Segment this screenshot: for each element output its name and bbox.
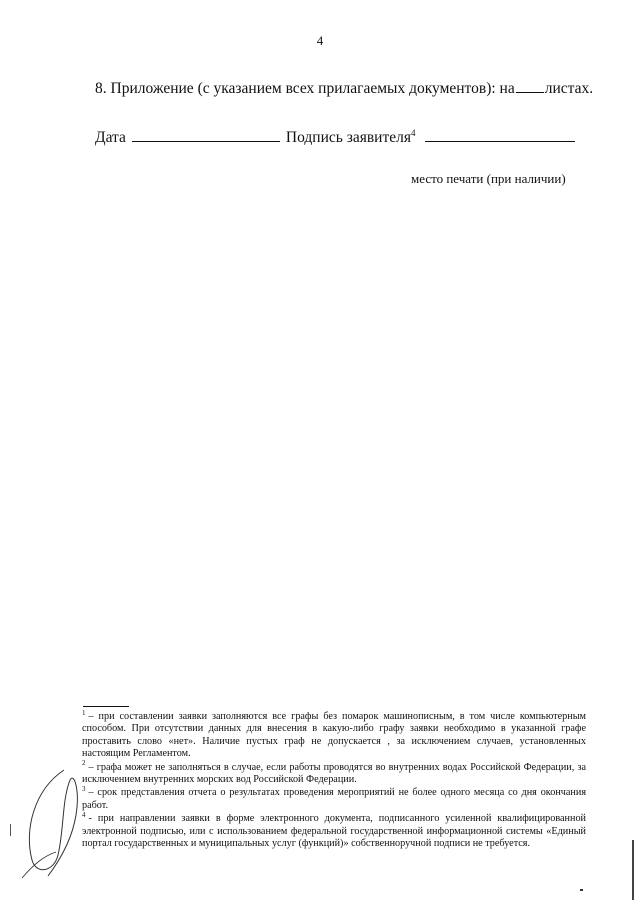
footnote-text: – графа может не заполняться в случае, если работы проводятся во внутренних водах Российской Федерации, за исключением внутренних морских вод Российской Федерации. (82, 761, 586, 786)
date-label: Дата (95, 129, 126, 146)
footnote-text: – при составлении заявки заполняются все графы без помарок машинописным, в том числе компьютерным способом. При отсутствии данных для внесения в какую-либо графу заявки необходимо в указанной графе проставить слово «нет». Наличие пустых граф не допускается , за исключением случаев, установленных настоящим Регламентом. (82, 711, 586, 760)
attachments-item-suffix: листах. (544, 80, 594, 97)
stamp-place-note: место печати (при наличии) (411, 171, 566, 186)
date-signature-row (95, 129, 595, 147)
date-blank (132, 141, 280, 142)
footnote-text: – срок представления отчета о результатах проведения мероприятий не более одного месяца со дня окончания работ. (82, 787, 586, 811)
footnote-separator (83, 706, 129, 707)
attachments-item-text: 8. Приложение (с указанием всех прилагаемых документов): на (95, 80, 515, 97)
footnotes (82, 708, 586, 851)
signature-label: Подпись заявителя (285, 129, 411, 146)
footnote-text: - при направлении заявки в форме электронного документа, подписанного усиленной квалифицированной электронной подписью, или с использованием федеральной государственной информационной системы «Единый портал государственных и муниципальных услуг (функций)» собственноручной подписи не требуется. (82, 813, 586, 850)
handwritten-initials-mark (14, 760, 104, 880)
footnote-4 (82, 810, 586, 850)
footnote-1 (82, 708, 586, 761)
scan-edge-mark (632, 840, 634, 900)
footnote-mark: 3 (82, 785, 86, 794)
footnote-mark: 1 (82, 708, 86, 717)
margin-mark (10, 824, 11, 836)
footnote-mark: 2 (82, 759, 86, 768)
signature-blank (425, 141, 575, 142)
attachments-item (95, 80, 595, 98)
page-number: 4 (316, 33, 324, 48)
footnote-mark: 4 (82, 810, 86, 819)
footnote-2 (82, 759, 586, 787)
signature-footnote-ref: 4 (410, 127, 416, 138)
footnote-3 (82, 787, 586, 812)
scan-speck (580, 889, 583, 891)
sheet-count-blank (516, 91, 544, 93)
